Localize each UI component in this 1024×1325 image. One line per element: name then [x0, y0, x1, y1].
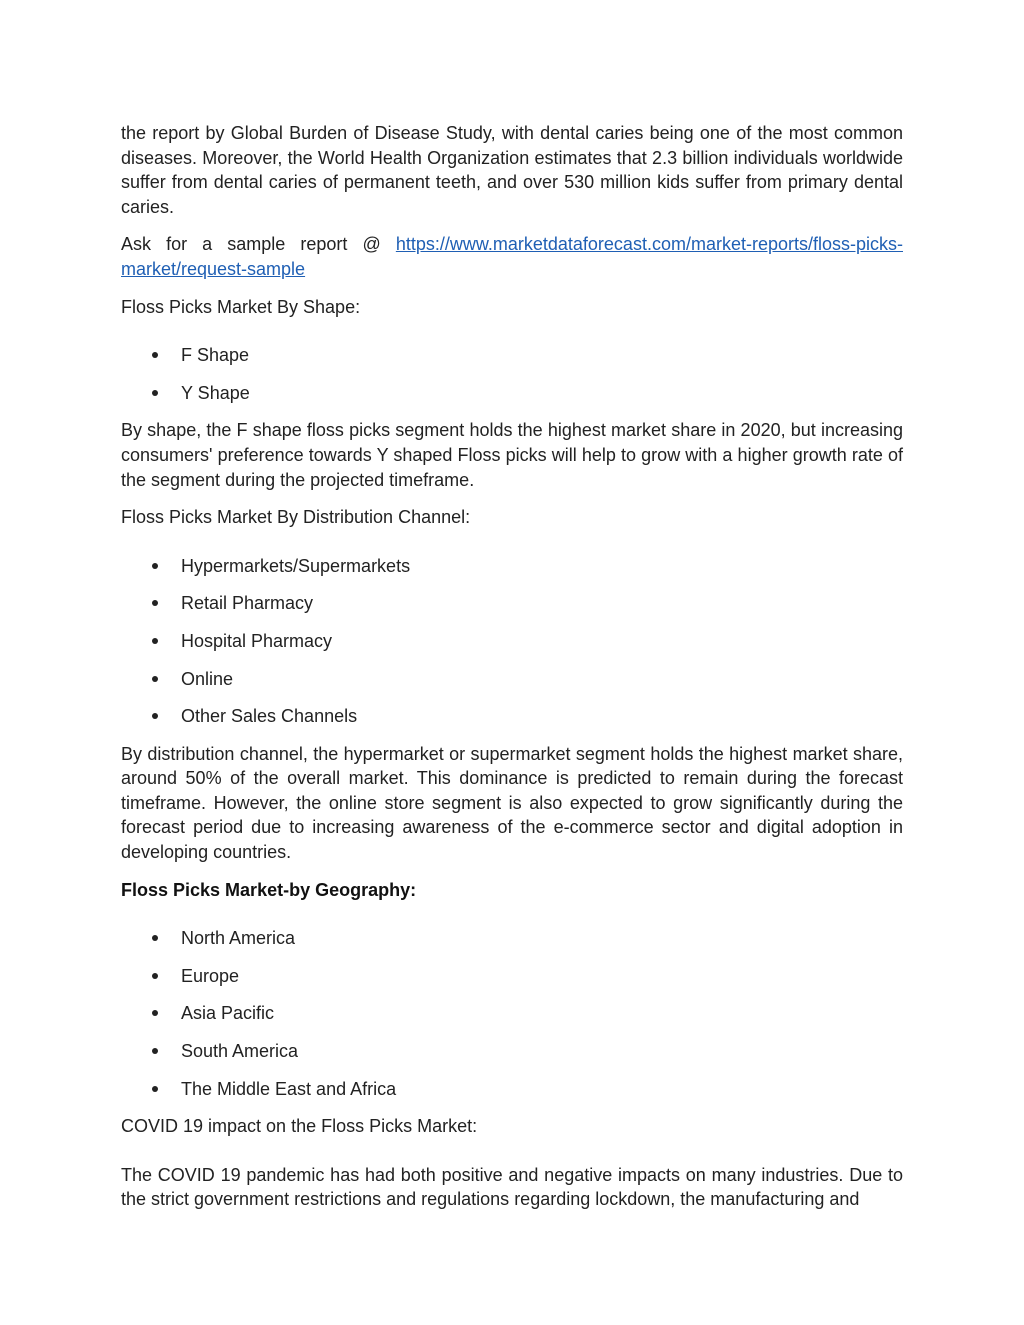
list-item: Hospital Pharmacy [121, 629, 903, 654]
sample-request-link[interactable]: https://www.marketdataforecast.com/market-reports/floss-picks-market/request-sample [121, 234, 903, 279]
shape-list [121, 343, 903, 405]
bullet-icon [152, 676, 158, 682]
intro-paragraph: the report by Global Burden of Disease Study, with dental caries being one of the most common diseases. Moreover, the World Health Organization estimates that 2.3 billion individuals worldwide suffer from dental caries of permanent teeth, and over 530 million kids suffer from primary dental caries. [121, 123, 903, 217]
sample-request-line [121, 232, 903, 281]
bullet-icon [152, 1048, 158, 1054]
geography-heading: Floss Picks Market-by Geography: [121, 879, 417, 900]
covid-paragraph: The COVID 19 pandemic has had both positive and negative impacts on many industries. Due to the strict government restrictions and regulations regarding lockdown, the manufacturing and [121, 1164, 903, 1210]
bullet-icon [152, 638, 158, 644]
document-page [121, 121, 903, 1225]
shape-paragraph: By shape, the F shape floss picks segment holds the highest market share in 2020, but increasing consumers' preference towards Y shaped Floss picks will help to grow with a higher growth rate of the segment during the projected timeframe. [121, 420, 903, 490]
list-item: South America [121, 1039, 903, 1064]
bullet-icon [152, 390, 158, 396]
list-item: Asia Pacific [121, 1001, 903, 1026]
list-item: Hypermarkets/Supermarkets [121, 554, 903, 579]
sample-request-prefix: Ask for a sample report @ [121, 234, 396, 255]
bullet-icon [152, 713, 158, 719]
list-item: Retail Pharmacy [121, 591, 903, 616]
list-item: Europe [121, 964, 903, 989]
list-item: North America [121, 926, 903, 951]
list-item: The Middle East and Africa [121, 1077, 903, 1102]
distribution-heading: Floss Picks Market By Distribution Channel: [121, 507, 471, 528]
shape-heading: Floss Picks Market By Shape: [121, 296, 361, 317]
list-item: Other Sales Channels [121, 704, 903, 729]
bullet-icon [152, 563, 158, 569]
list-item: Y Shape [121, 381, 903, 406]
bullet-icon [152, 935, 158, 941]
bullet-icon [152, 1086, 158, 1092]
bullet-icon [152, 1010, 158, 1016]
list-item: F Shape [121, 343, 903, 368]
bullet-icon [152, 973, 158, 979]
distribution-paragraph: By distribution channel, the hypermarket or supermarket segment holds the highest market share, around 50% of the overall market. This dominance is predicted to remain during the forecast timeframe. However, the online store segment is also expected to grow significantly during the forecast period due to increasing awareness of the e-commerce sector and digital adoption in developing countries. [121, 743, 903, 863]
geography-list [121, 926, 903, 1101]
bullet-icon [152, 352, 158, 358]
distribution-list [121, 554, 903, 729]
covid-heading: COVID 19 impact on the Floss Picks Market: [121, 1116, 478, 1137]
bullet-icon [152, 600, 158, 606]
list-item: Online [121, 667, 903, 692]
